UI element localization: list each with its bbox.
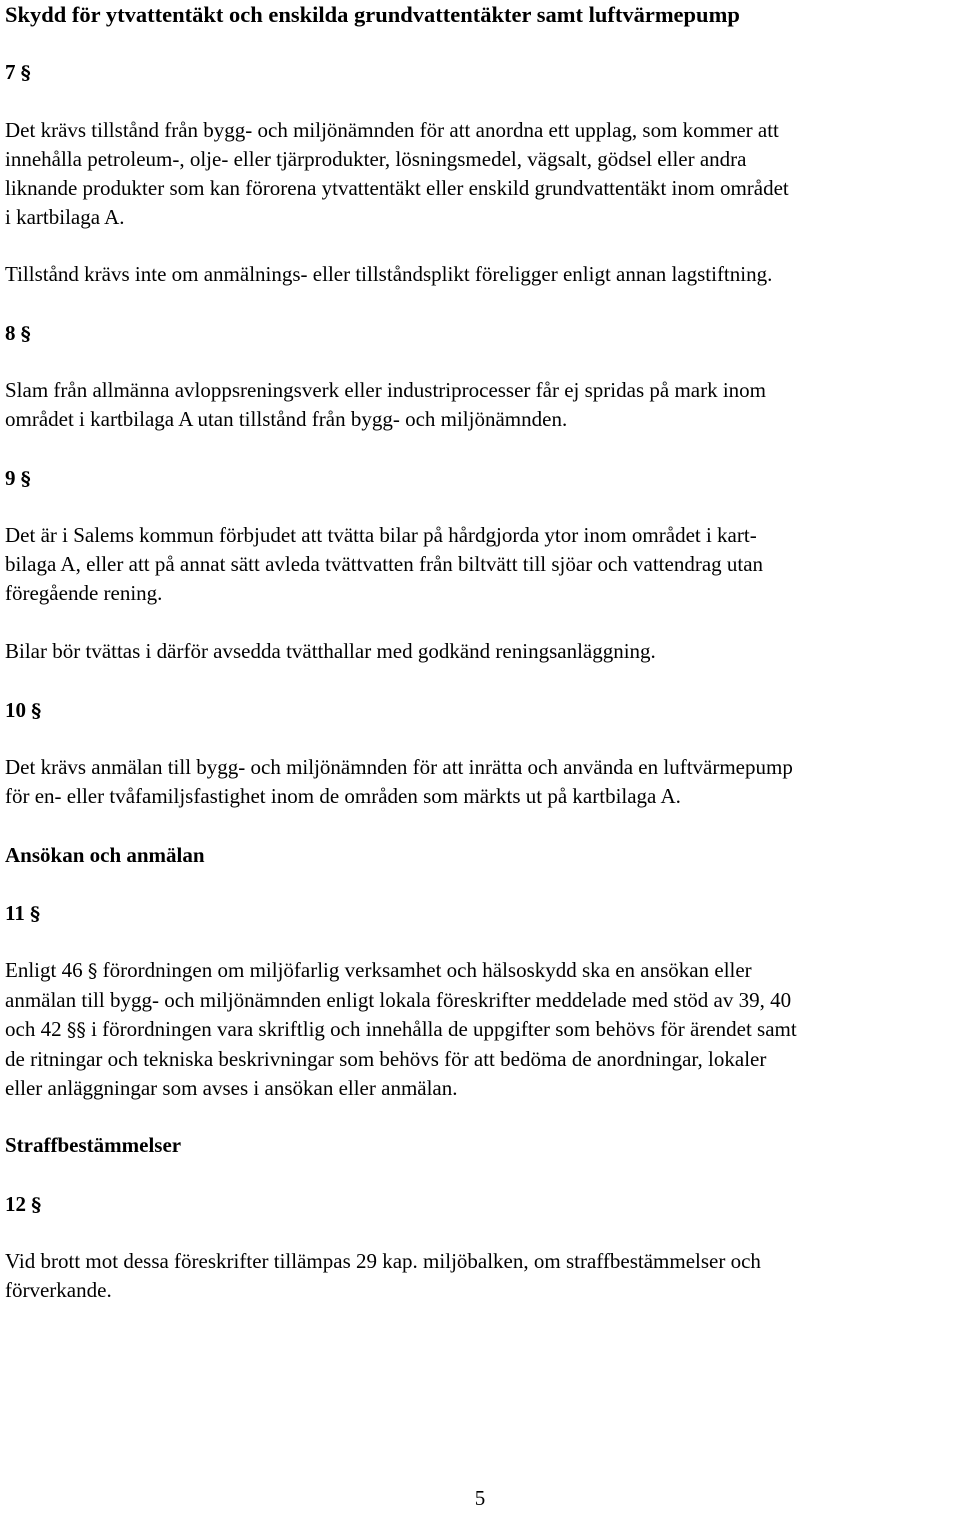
text-line: i kartbilaga A.	[5, 205, 125, 229]
text-line: Vid brott mot dessa föreskrifter tillämpas 29 kap. miljöbalken, om straffbestämmelser och	[5, 1249, 761, 1273]
paragraph-sign-icon: §	[20, 468, 31, 490]
text-line: de ritningar och tekniska beskrivningar som behövs för att bedöma de anordningar, lokaler	[5, 1047, 767, 1071]
section-8-paragraph-1	[5, 376, 766, 434]
paragraph-sign-icon: §	[87, 960, 98, 982]
paragraph-sign-icon: §	[20, 323, 31, 345]
text-line: bilaga A, eller att på annat sätt avleda tvättvatten från biltvätt till sjöar och vattendrag utan	[5, 552, 764, 576]
text-fragment: i förordningen vara skriftlig och innehålla de uppgifter som behövs för ärendet samt	[91, 1017, 797, 1041]
section-number-7	[5, 58, 31, 88]
section-number-text: 12	[5, 1192, 26, 1216]
paragraph-sign-icon: §	[66, 1019, 77, 1041]
section-9-paragraph-1	[5, 521, 763, 608]
section-number-text: 7	[5, 60, 16, 84]
text-line: området i kartbilaga A utan tillstånd från bygg- och miljönämnden.	[5, 407, 568, 431]
text-line: eller anläggningar som avses i ansökan eller anmälan.	[5, 1076, 458, 1100]
section-9-paragraph-2: Bilar bör tvättas i därför avsedda tvätthallar med godkänd reningsanläggning.	[5, 639, 656, 663]
paragraph-sign-icon: §	[31, 1194, 42, 1216]
text-line: innehålla petroleum-, olje- eller tjärprodukter, lösningsmedel, vägsalt, gödsel eller andra	[5, 147, 747, 171]
section-10-paragraph-1	[5, 753, 793, 811]
section-number-10	[5, 696, 41, 726]
text-line: Det krävs tillstånd från bygg- och miljönämnden för att anordna ett upplag, som kommer att	[5, 118, 779, 142]
text-line: Det krävs anmälan till bygg- och miljönämnden för att inrätta och använda en luftvärmepump	[5, 755, 793, 779]
section-7-paragraph-2: Tillstånd krävs inte om anmälnings- eller tillståndsplikt föreligger enligt annan lagstiftning.	[5, 262, 773, 286]
text-line: liknande produkter som kan förorena ytvattentäkt eller enskild grundvattentäkt inom området	[5, 176, 789, 200]
section-7-paragraph-1	[5, 116, 789, 232]
section-12-paragraph-1	[5, 1247, 761, 1305]
section-number-8	[5, 319, 31, 349]
section-number-text: 9	[5, 466, 16, 490]
paragraph-sign-icon: §	[30, 903, 41, 925]
text-line: anmälan till bygg- och miljönämnden enligt lokala föreskrifter meddelade med stöd av 39, 40	[5, 988, 792, 1012]
section-11-paragraph-1	[5, 956, 797, 1103]
text-line	[5, 1015, 797, 1045]
heading-ansokan-och-anmalan: Ansökan och anmälan	[5, 843, 205, 867]
text-fragment: förordningen om miljöfarlig verksamhet och hälsoskydd ska en ansökan eller	[102, 958, 752, 982]
text-line: föregående rening.	[5, 581, 163, 605]
section-number-9	[5, 464, 31, 494]
text-line: Det är i Salems kommun förbjudet att tvätta bilar på hårdgjorda ytor inom området i kart-	[5, 523, 757, 547]
section-number-text: 8	[5, 321, 16, 345]
section-number-text: 11	[5, 901, 25, 925]
text-fragment: och 42	[5, 1017, 62, 1041]
paragraph-sign-icon: §	[31, 700, 42, 722]
section-number-11	[5, 899, 40, 929]
page-number: 5	[474, 1486, 486, 1510]
section-number-text: 10	[5, 698, 26, 722]
paragraph-sign-icon: §	[76, 1019, 86, 1041]
text-line	[5, 956, 797, 986]
document-title: Skydd för ytvattentäkt och enskilda grundvattentäkter samt luftvärmepump	[5, 2, 740, 27]
text-fragment: Enligt 46	[5, 958, 83, 982]
paragraph-sign-icon: §	[20, 62, 31, 84]
text-line: för en- eller tvåfamiljsfastighet inom de områden som märkts ut på kartbilaga A.	[5, 784, 681, 808]
section-number-12	[5, 1190, 41, 1220]
text-line: Slam från allmänna avloppsreningsverk eller industriprocesser får ej spridas på mark inom	[5, 378, 767, 402]
heading-straffbestammelser: Straffbestämmelser	[5, 1133, 182, 1157]
text-line: förverkande.	[5, 1278, 112, 1302]
